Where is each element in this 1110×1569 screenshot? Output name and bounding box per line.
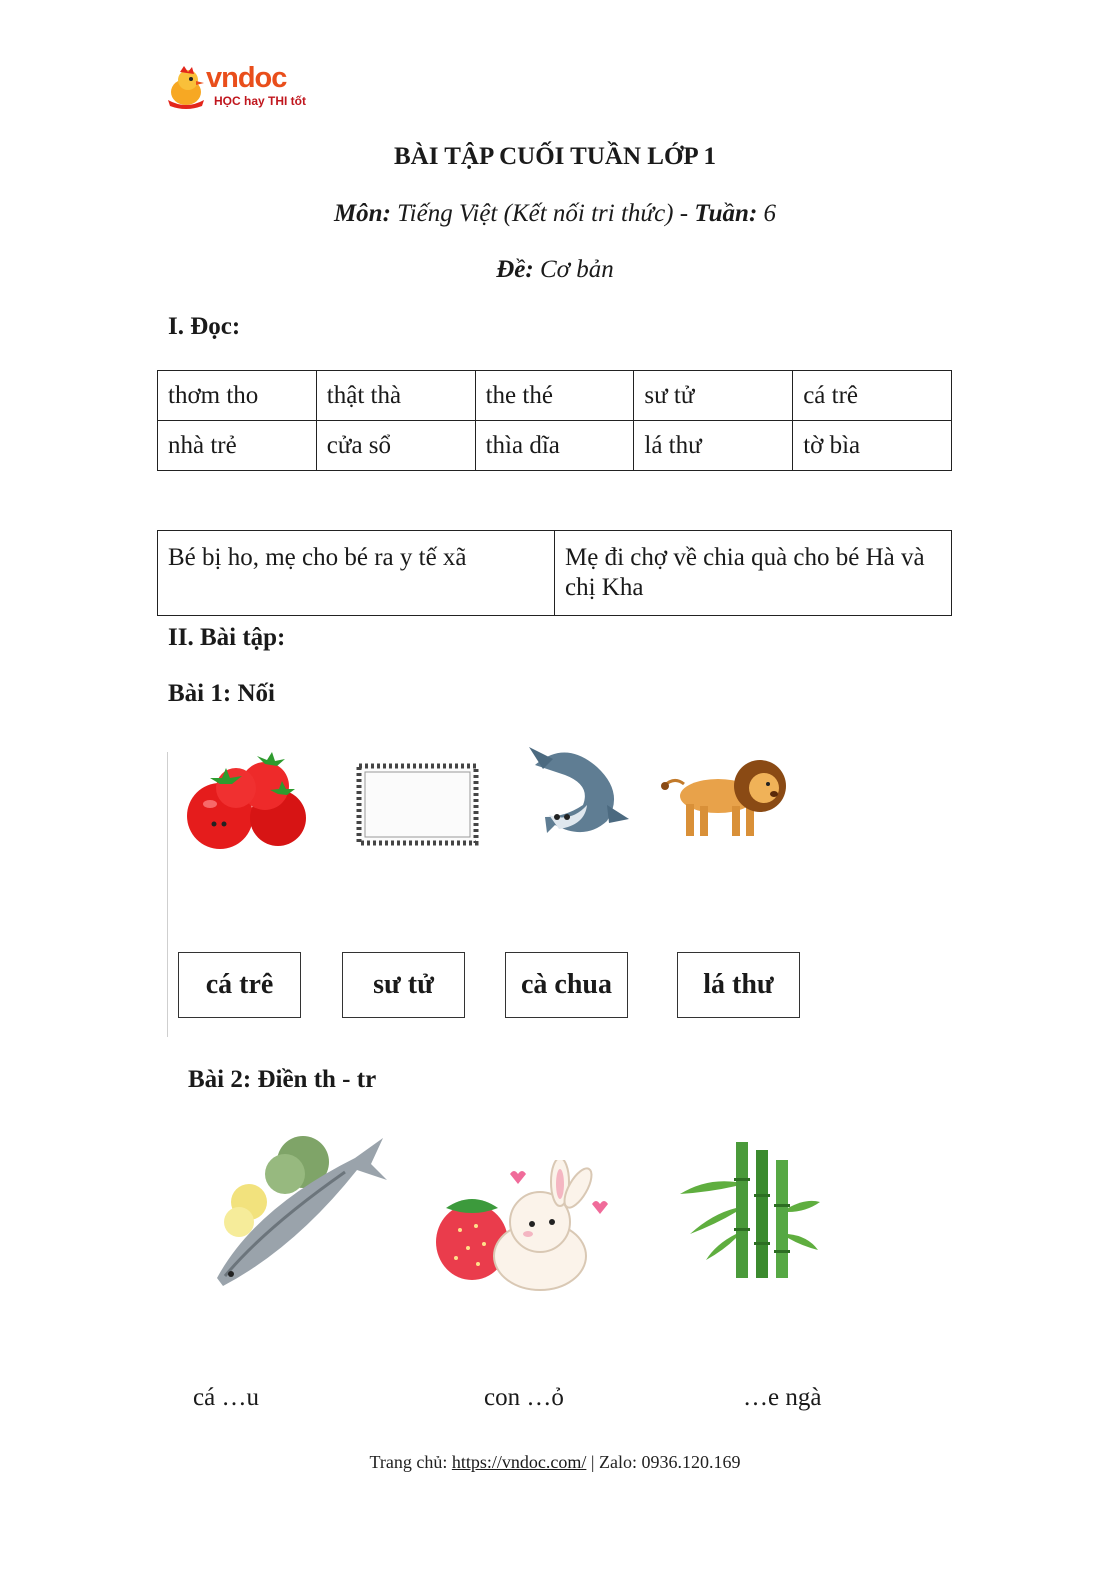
word-cell: cửa sổ — [316, 421, 475, 471]
rabbit-image — [432, 1160, 622, 1295]
fill-blank-item: …e ngà — [743, 1384, 822, 1411]
table-row — [158, 421, 952, 471]
level-value: Cơ bản — [533, 256, 614, 283]
subject-label: Môn: — [333, 200, 391, 227]
fill-blank-item: con …ỏ — [484, 1384, 564, 1411]
sentence-cell: Mẹ đi chợ về chia quà cho bé Hà và chị Kha — [555, 531, 952, 616]
bamboo-image — [676, 1138, 821, 1280]
match-word-box: cà chua — [505, 952, 628, 1018]
subject-value: Tiếng Việt (Kết nối tri thức) - — [390, 200, 695, 227]
match-word-box: lá thư — [677, 952, 800, 1018]
fill-blank-item: cá …u — [193, 1384, 259, 1411]
week-value: 6 — [757, 200, 777, 227]
footer-home-label: Trang chủ: — [369, 1452, 452, 1472]
table-row — [158, 531, 952, 616]
exercises-heading: II. Bài tập: — [168, 624, 286, 651]
page-footer — [0, 1452, 1110, 1473]
fish-image — [205, 1118, 390, 1290]
word-cell: sư tử — [634, 371, 793, 421]
level-line — [0, 256, 1110, 284]
logo-slogan: HỌC hay THI tốt — [214, 94, 306, 108]
frame-divider — [167, 752, 168, 1037]
lion-image — [660, 750, 790, 842]
subject-line — [0, 200, 1110, 228]
match-word-box: sư tử — [342, 952, 465, 1018]
footer-zalo: | Zalo: 0936.120.169 — [586, 1452, 741, 1472]
word-cell: lá thư — [634, 421, 793, 471]
page-title: BÀI TẬP CUỐI TUẦN LỚP 1 — [393, 143, 717, 170]
word-cell: nhà trẻ — [158, 421, 317, 471]
word-cell: thơm tho — [158, 371, 317, 421]
tomato-image — [180, 752, 310, 857]
week-label: Tuần: — [694, 200, 758, 227]
word-cell: the thé — [475, 371, 634, 421]
word-cell: cá trê — [793, 371, 952, 421]
footer-homepage-link[interactable]: https://vndoc.com/ — [451, 1452, 587, 1472]
sentence-table — [157, 530, 952, 616]
reading-heading: I. Đọc: — [168, 313, 241, 340]
exercise-1-heading: Bài 1: Nối — [168, 680, 275, 707]
word-cell: thật thà — [316, 371, 475, 421]
sentence-cell: Bé bị ho, mẹ cho bé ra y tế xã — [158, 531, 555, 616]
catfish-image — [525, 745, 633, 837]
match-word-box: cá trê — [178, 952, 301, 1018]
logo-brand: vndoc — [206, 62, 287, 94]
chick-mascot-icon — [166, 66, 210, 110]
exercise-2-heading: Bài 2: Điền th - tr — [188, 1066, 377, 1093]
level-label: Đề: — [496, 256, 534, 283]
word-cell: tờ bìa — [793, 421, 952, 471]
word-cell: thìa dĩa — [475, 421, 634, 471]
vndoc-logo — [166, 62, 316, 112]
envelope-image — [355, 762, 480, 847]
table-row — [158, 371, 952, 421]
word-table — [157, 370, 952, 471]
